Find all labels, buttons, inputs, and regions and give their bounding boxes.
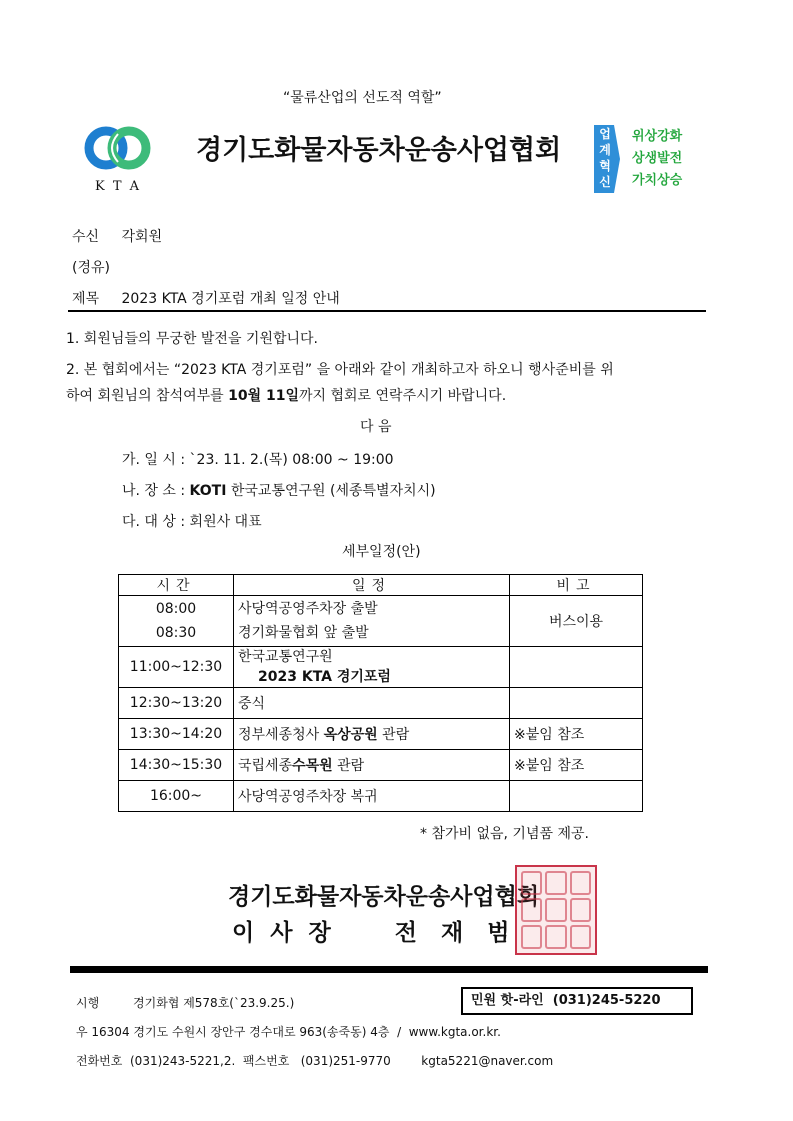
event-text: 경기화물협회 앞 출발: [238, 625, 369, 641]
motto: “물류산업의 선도적 역할”: [283, 90, 442, 106]
rsvp-deadline: 10월 11일: [228, 388, 300, 404]
time-cell: 11:00~12:30: [119, 647, 234, 688]
signature-org: 경기도화물자동차운송사업협회: [228, 884, 540, 910]
note-cell: ※붙임 참조: [510, 750, 643, 781]
issue-row: [76, 994, 294, 1011]
header-time: 시간: [119, 575, 234, 596]
event-text: 관람: [377, 727, 410, 743]
event-cell: 중식: [234, 688, 510, 719]
event-cell: [234, 750, 510, 781]
paragraph-1: 1. 회원님들의 무궁한 발전을 기원합니다.: [66, 331, 318, 347]
item-date: 가. 일 시 : `23. 11. 2.(목) 08:00 ~ 19:00: [122, 452, 394, 468]
event-cell: [234, 596, 510, 647]
badge-char: 계: [599, 143, 611, 157]
time-cell: 14:30~15:30: [119, 750, 234, 781]
paragraph-2-line-2: [66, 385, 506, 405]
time-cell: [119, 596, 234, 647]
p2-text: 하여 회원님의 참석여부를: [66, 388, 229, 404]
table-header-row: [119, 575, 643, 596]
kta-logo: [84, 125, 152, 193]
recipient-value: 각회원: [121, 229, 163, 245]
hotline-box: 민원 핫-라인 (031)245-5220: [461, 987, 693, 1015]
event-text: 관람: [332, 758, 365, 774]
p2-text-end: 까지 협회로 연락주시기 바랍니다.: [299, 388, 507, 404]
slogan-list: [632, 126, 682, 192]
time-value: 08:30: [155, 625, 197, 641]
badge-char: 혁: [599, 159, 611, 173]
contacts: 전화번호 (031)243-5221,2. 팩스번호 (031)251-9770 kgta5221@naver.com: [76, 1054, 554, 1068]
place-koti: KOTI: [189, 483, 227, 499]
forum-name: 2023 KTA 경기포럼: [258, 669, 391, 685]
time-cell: 12:30~13:20: [119, 688, 234, 719]
badge-char: 업: [599, 127, 611, 141]
slogan-item: 상생발전: [632, 151, 683, 166]
time-cell: 13:30~14:20: [119, 719, 234, 750]
note-cell: 버스이용: [510, 596, 643, 647]
note-cell: [510, 647, 643, 688]
table-row: [119, 688, 643, 719]
event-text: 국립세종: [238, 758, 293, 774]
event-highlight: 옥상공원: [323, 727, 378, 743]
badge-char: 신: [599, 175, 611, 189]
subject-label: 제목: [72, 291, 100, 307]
recipient-row: [72, 226, 162, 246]
recipient-label: 수신: [72, 229, 100, 245]
schedule-title: 세부일정(안): [342, 544, 421, 560]
place-name: 한국교통연구원 (세종특별자치시): [226, 483, 436, 499]
note-cell: [510, 688, 643, 719]
time-cell: 16:00~: [119, 781, 234, 812]
footnote: * 참가비 없음, 기념품 제공.: [420, 826, 589, 842]
issue-value: 경기화협 제578호(`23.9.25.): [133, 996, 295, 1010]
header-event: 일정: [234, 575, 510, 596]
paragraph-2-line-1: 2. 본 협회에서는 “2023 KTA 경기포럼” 을 아래와 같이 개최하고자 하오니 행사준비를 위: [66, 362, 614, 378]
subject-row: [72, 288, 340, 308]
note-cell: [510, 781, 643, 812]
subject-value: 2023 KTA 경기포럼 개최 일정 안내: [121, 291, 340, 307]
slogan-item: 위상강화: [632, 129, 683, 144]
table-row: [119, 750, 643, 781]
footer-divider: [70, 966, 708, 973]
time-value: 08:00: [155, 601, 197, 617]
table-row: [119, 781, 643, 812]
issue-label: 시행: [76, 996, 100, 1010]
address: 우 16304 경기도 수원시 장안구 경수대로 963(송죽동) 4층 / www.kgta.or.kr.: [76, 1025, 501, 1039]
event-cell: [234, 719, 510, 750]
event-text: 한국교통연구원: [238, 649, 333, 665]
note-cell: ※붙임 참조: [510, 719, 643, 750]
via-label: (경유): [72, 260, 110, 276]
table-row: [119, 596, 643, 647]
event-text: 정부세종청사: [238, 727, 324, 743]
table-row: [119, 647, 643, 688]
header-note: 비고: [510, 575, 643, 596]
table-row: [119, 719, 643, 750]
innovation-badge: [594, 125, 620, 193]
kta-logo-mark: [84, 125, 152, 171]
org-title: 경기도화물자동차운송사업협회: [196, 135, 562, 166]
signature-title: 이 사 장 전 재 범: [232, 920, 510, 946]
slogan-item: 가치상승: [632, 173, 683, 188]
item-place: [122, 480, 436, 500]
logo-text: K T A: [94, 179, 142, 194]
item-target: 다. 대 상 : 회원사 대표: [122, 514, 262, 530]
schedule-table: [118, 574, 643, 812]
event-highlight: 수목원: [292, 758, 333, 774]
event-text: 사당역공영주차장 출발: [238, 601, 378, 617]
event-cell: 사당역공영주차장 복귀: [234, 781, 510, 812]
center-heading: 다 음: [360, 419, 392, 435]
official-seal-stamp: [515, 865, 597, 955]
subject-divider: [68, 310, 706, 312]
place-label: 나. 장 소 :: [122, 483, 190, 499]
event-cell: [234, 647, 510, 688]
